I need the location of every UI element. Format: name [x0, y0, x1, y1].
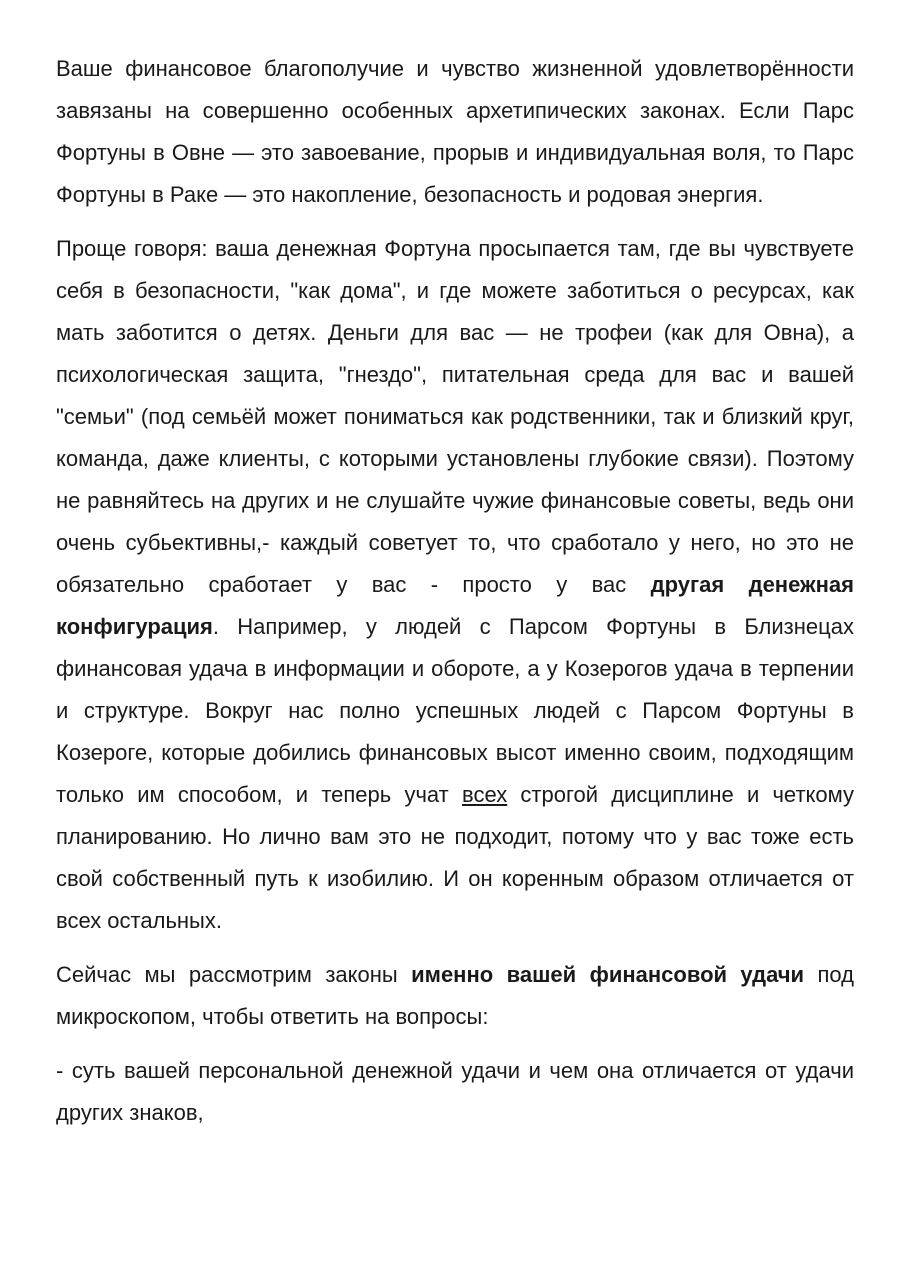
paragraph-laws — [56, 954, 854, 1038]
text-run: Проще говоря: ваша денежная Фортуна просыпается там, где вы чувствуете себя в безопасности, "как дома", и где можете заботиться о ресурсах, как мать заботится о детях. Деньги для вас — не трофеи (как для Овна), а психологическая защита, "гнездо", питательная среда для вас и вашей "семьи" (под семьёй может пониматься как родственники, так и близкий круг, команда, даже клиенты, с которыми установлены глубокие связи). Поэтому не равняйтесь на других и не слушайте чужие финансовые советы, ведь они очень субьективны,- каждый советует то, что сработало у него, но это не обязательно сработает у вас - просто у вас — [56, 236, 854, 597]
paragraph-main — [56, 228, 854, 942]
text-run: Ваше финансовое благополучие и чувство жизненной удовлетворённости завязаны на совершенно особенных архетипических законах. Если Парс Фортуны в Овне — это завоевание, прорыв и индивидуальная воля, то Парс Фортуны в Раке — это накопление, безопасность и родовая энергия. — [56, 56, 854, 207]
text-run: - суть вашей персональной денежной удачи и чем она отличается от удачи других знаков, — [56, 1058, 854, 1125]
bold-phrase: другая денежная конфигурация — [56, 572, 854, 639]
bold-phrase: именно вашей финансовой удачи — [411, 962, 805, 987]
text-run: . Например, у людей с Парсом Фортуны в Близнецах финансовая удача в информации и обороте, а у Козерогов удача в терпении и структуре. Вокруг нас полно успешных людей с Парсом Фортуны в Козероге, которые добились финансовых высот именно своим, подходящим только им способом, и теперь учат — [56, 614, 854, 807]
text-run: под микроскопом, чтобы ответить на вопросы: — [56, 962, 854, 1029]
underlined-word: всех — [462, 782, 508, 807]
text-run: Сейчас мы рассмотрим законы — [56, 962, 412, 987]
list-item — [56, 1050, 854, 1134]
text-run: строгой дисциплине и четкому планированию. Но лично вам это не подходит, потому что у вас тоже есть свой собственный путь к изобилию. И он коренным образом отличается от всех остальных. — [56, 782, 854, 933]
paragraph-intro — [56, 48, 854, 216]
document-page — [56, 48, 854, 1146]
